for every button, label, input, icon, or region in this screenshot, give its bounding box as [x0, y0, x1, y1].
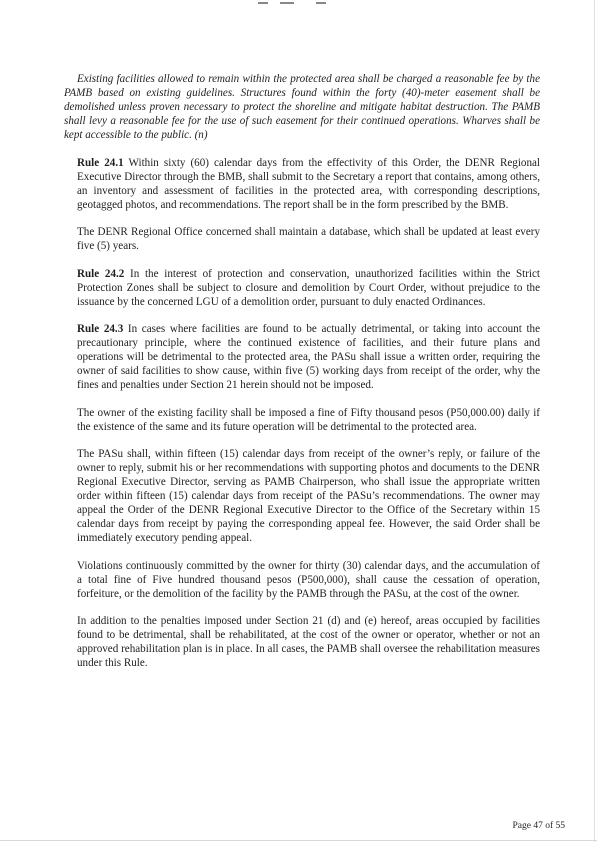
rule-24-3-text: In cases where facilities are found to be actually detrimental, or taking into account the precautionary principle, where the continued existence of facilities, and their future plans and operations will be detrimental to the protected area, the PASu shall issue a written order, requiring the owner of said facilities to show cause, within five (5) working days from receipt of the order, why the fines and penalties under Section 21 herein should not be imposed. [77, 323, 541, 391]
rule-24-1-paragraph [77, 156, 540, 212]
rule-24-3-label: Rule 24.3 [77, 323, 124, 335]
intro-paragraph [64, 72, 540, 142]
rule-24-1-text: Within sixty (60) calendar days from the effectivity of this Order, the DENR Regional Executive Director through the BMB, shall submit to the Secretary a report that contains, among others, an inventory and assessment of facilities in the protected area, with corresponding descriptions, geotagged photos, and recommendations. The report shall be in the form prescribed by the BMB. [77, 156, 540, 211]
pasu-paragraph: The PASu shall, within fifteen (15) calendar days from receipt of the owner’s reply, or failure of the owner to reply, submit his or her recommendations with supporting photos and documents to the DENR Regional Executive Director, serving as PAMB Chairperson, who shall issue the appropriate written order within fifteen (15) calendar days from receipt of the PASu’s recommendations. The owner may appeal the Order of the DENR Regional Executive Director to the Office of the Secretary within 15 calendar days from receipt by paying the corresponding appeal fee. However, the said Order shall be immediately executory pending appeal. [77, 448, 540, 544]
database-paragraph: The DENR Regional Office concerned shall maintain a database, which shall be updated at least every five (5) years. [77, 226, 540, 252]
rule-24-2-label: Rule 24.2 [77, 267, 125, 280]
violations-paragraph: Violations continuously committed by the owner for thirty (30) calendar days, and the accumulation of a total fine of Five hundred thousand pesos (P500,000), shall cause the cessation of operation, forfeiture, or the demolition of the facility by the PAMB through the PASu, at the cost of the owner. [77, 559, 540, 600]
rule-24-2-paragraph [77, 267, 540, 309]
rule-24-1-label: Rule 24.1 [77, 156, 124, 169]
rule-24-3-paragraph [77, 322, 540, 392]
page-number: Page 47 of 55 [512, 821, 565, 831]
scan-bottom-edge [0, 840, 597, 841]
scan-marks [258, 0, 338, 6]
intro-text: Existing facilities allowed to remain within the protected area shall be charged a reasonable fee by the PAMB based on existing guidelines. Structures found within the forty (40)-meter easement shall be demolished unless proven necessary to protect the shoreline and mitigate habitat destruction. The PAMB shall levy a reasonable fee for the use of such easement for their continued operations. Wharves shall be kept accessible to the public. (n) [64, 73, 540, 141]
fine-paragraph: The owner of the existing facility shall be imposed a fine of Fifty thousand pesos (P50,000.00) daily if the existence of the same and its future operation will be detrimental to the protected area. [77, 406, 540, 433]
body-text [64, 72, 541, 684]
scan-edge [594, 0, 595, 842]
rule-24-2-text: In the interest of protection and conservation, unauthorized facilities within the Strict Protection Zones shall be subject to closure and demolition by Court Order, without prejudice to the issuance by the concerned LGU of a demolition order, pursuant to duly enacted Ordinances. [77, 267, 540, 308]
penalties-paragraph: In addition to the penalties imposed under Section 21 (d) and (e) hereof, areas occupied by facilities found to be detrimental, shall be rehabilitated, at the cost of the owner or operator, whether or not an approved rehabilitation plan is in place. In all cases, the PAMB shall oversee the rehabilitation measures under this Rule. [77, 615, 540, 669]
